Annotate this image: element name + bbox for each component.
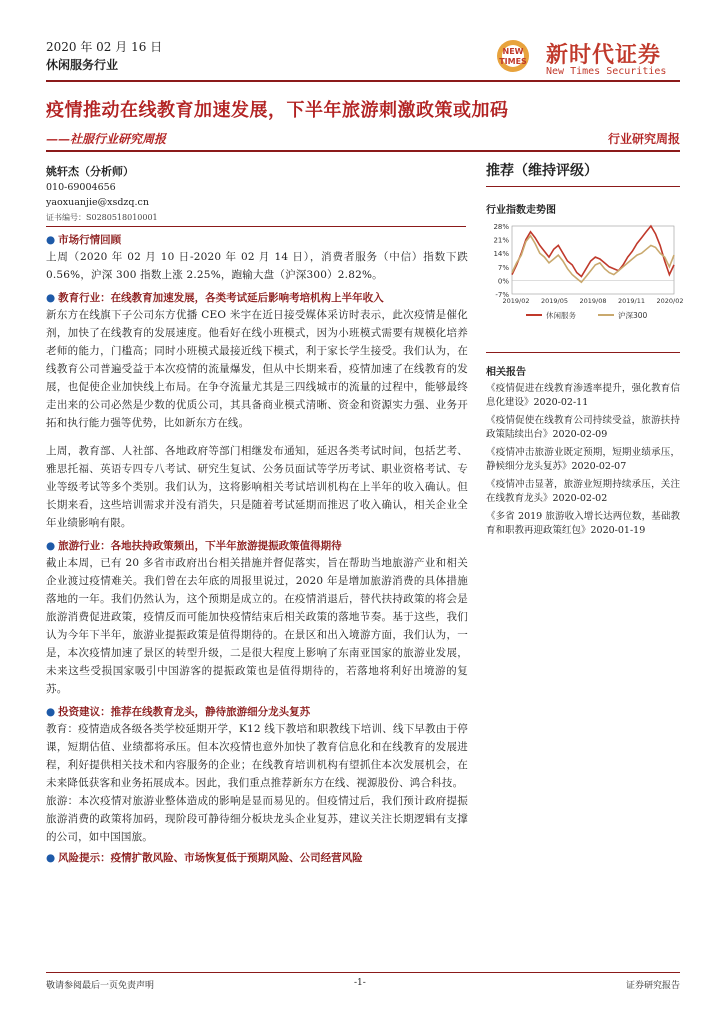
related-report-link[interactable]: 《疫情冲击旅游业既定预期，短期业绩承压，静候细分龙头复苏》2020-02-07 [486, 447, 680, 472]
section-investment [46, 704, 468, 846]
section-heading: 投资建议：推荐在线教育龙头，静待旅游细分龙头复苏 [58, 706, 311, 718]
page-number: -1- [354, 978, 366, 988]
related-reports-title: 相关报告 [486, 367, 526, 378]
analyst-email[interactable]: yaoxuanjie@xsdzq.cn [46, 197, 149, 208]
x-tick-label: 2019/02 [502, 297, 530, 305]
footer-disclaimer: 敬请参阅最后一页免责声明 [46, 981, 155, 991]
bullet-icon: ● [46, 234, 56, 246]
y-tick-label: 14% [493, 250, 509, 259]
section-risk [46, 850, 468, 866]
section-heading: 教育行业：在线教育加速发展，各类考试延后影响考培机构上半年收入 [58, 292, 384, 304]
y-tick-label: 0% [497, 277, 509, 286]
logo-english: New Times Securities [546, 66, 667, 77]
report-date: 2020 年 02 月 16 日 [46, 40, 163, 54]
section-education [46, 290, 468, 532]
logo-chinese: 新时代证券 [546, 43, 662, 68]
section-paragraph: 上周，教育部、人社部、各地政府等部门相继发布通知，延迟各类考试时间，包括艺考、雅思托福、英语专四专八考试、研究生复试、公务员面试等学历考试、职业资格考试、专业等级考试等多个类别。我们认为，这将影响相关考试培训机构在上半年的收入确认。但长期来看，这些培训需求并没有消失，只是随着考试延期而推迟了收入确认，相关企业全年业绩影响有限。 [46, 445, 468, 529]
y-tick-label: 28% [493, 223, 509, 231]
related-report-link[interactable]: 《疫情促使在线教育公司持续受益，旅游扶持政策陆续出台》2020-02-09 [486, 415, 680, 440]
analyst-divider [46, 226, 466, 227]
chart-divider [486, 352, 680, 353]
section-market [46, 232, 468, 284]
new-times-logo-icon [487, 38, 539, 74]
rating: 推荐（维持评级） [486, 163, 598, 179]
title-divider [46, 150, 680, 152]
related-report-link[interactable]: 《疫情促进在线教育渗透率提升，强化教育信息化建设》2020-02-11 [486, 383, 680, 408]
x-tick-label: 2019/08 [579, 297, 607, 305]
analyst-cert: 证书编号：S0280518010001 [46, 213, 158, 222]
report-subtitle: ——社服行业研究周报 [46, 132, 167, 146]
section-heading: 风险提示：疫情扩散风险、市场恢复低于预期风险、公司经营风险 [58, 852, 363, 864]
analyst-phone: 010-69004656 [46, 182, 116, 193]
svg-text:TIMES: TIMES [499, 57, 527, 66]
sidebar [486, 160, 684, 538]
legend-label: 休闲服务 [546, 311, 576, 320]
section-paragraph: 截止本周，已有 20 多省市政府出台相关措施并督促落实，旨在帮助当地旅游产业和相关企业渡过疫情难关。我们曾在去年底的周报里说过，2020 年是增加旅游消费的具体措施落地的一年。我们仍然认为，这个预期是成立的。在疫情消退后，替代扶持政策的将会是旅游消费促进政策，疫情反而可能加快疫情结束后相关政策的落地节奏。基于这些，我们认为今年下半年，旅游业提振政策是值得期待的。在景区和出入境游方面，我们认为，一是，本次疫情加速了景区的转型升级，二是很大程度上影响了东南亚国家的旅游业发展，未来这些受损国家吸引中国游客的提振政策也是值得期待的，若落地将利好出境游的复苏。 [46, 557, 468, 695]
related-report-link[interactable]: 《多省 2019 旅游收入增长达两位数，基础教育和职教再迎政策红包》2020-01-19 [486, 511, 680, 536]
index-trend-chart [486, 222, 684, 334]
y-tick-label: 7% [497, 263, 509, 272]
x-tick-label: 2020/02 [656, 297, 684, 305]
analyst-name: 姚轩杰（分析师） [46, 165, 134, 178]
sector-label: 休闲服务行业 [46, 58, 119, 72]
x-tick-label: 2019/11 [617, 297, 646, 305]
footer-divider [46, 972, 680, 973]
report-type: 行业研究周报 [607, 132, 680, 146]
section-paragraph: 旅游：本次疫情对旅游业整体造成的影响是显而易见的。但疫情过后，我们预计政府提振旅游消费的政策将加码，现阶段可静待细分板块龙头企业复苏，建议关注长期逻辑有支撑的公司，如中国国旅。 [46, 795, 468, 843]
chart-title: 行业指数走势图 [486, 205, 556, 216]
section-tourism [46, 538, 468, 698]
section-paragraph: 上周（2020 年 02 月 10 日-2020 年 02 月 14 日），消费者服务（中信）指数下跌 0.56%，沪深 300 指数上涨 2.25%，跑输大盘（沪深300）2.82%。 [46, 251, 468, 281]
bullet-icon: ● [46, 540, 56, 552]
bullet-icon: ● [46, 292, 56, 304]
main-content [46, 232, 468, 866]
report-title: 疫情推动在线教育加速发展，下半年旅游刺激政策或加码 [46, 100, 509, 121]
bullet-icon: ● [46, 852, 56, 864]
y-tick-label: 21% [493, 236, 509, 245]
footer-label: 证券研究报告 [625, 981, 680, 991]
header-divider [46, 80, 680, 82]
related-report-link[interactable]: 《疫情冲击显著，旅游业短期持续承压，关注在线教育龙头》2020-02-02 [486, 479, 680, 504]
bullet-icon: ● [46, 706, 56, 718]
section-heading: 旅游行业：各地扶持政策频出，下半年旅游提振政策值得期待 [58, 540, 342, 552]
legend-label: 沪深300 [618, 311, 648, 320]
section-paragraph: 新东方在线旗下子公司东方优播 CEO 米宇在近日接受媒体采访时表示，此次疫情是催化剂，加快了在线教育的发展速度。他看好在线小班模式，因为小班模式需要有规模化培养老师的能力，门槛高；同时小班模式最接近线下模式，利于家长学生接受。我们认为，在线教育公司普遍受益于本次疫情的流量爆发，但从中长期来看，疫情加速了在线教育的发展，也促使企业加快线上布局。在争夺流量尤其是三四线城市的流量的过程中，能够最终走出来的公司必然是少数的优质公司，其具备商业模式清晰、资金和资源实力强、业务开拓和执行能力强等优势，比如新东方在线。 [46, 309, 468, 429]
section-heading: 市场行情回顾 [58, 234, 122, 246]
section-paragraph: 教育：疫情造成各级各类学校延期开学，K12 线下教培和职教线下培训、线下早教由于停课，短期估值、业绩都将承压。但本次疫情也意外加快了教育信息化和在线教育的发展进程，利好提供相关技术和内容服务的企业；在线教育培训机构有望抓住本次发展机会，在未来降低获客和业务拓展成本。因此，我们重点推荐新东方在线、视源股份、鸿合科技。 [46, 723, 468, 789]
x-tick-label: 2019/05 [540, 297, 569, 305]
svg-text:NEW: NEW [502, 47, 524, 56]
y-tick-label: -7% [495, 291, 509, 299]
rating-divider [486, 186, 680, 187]
